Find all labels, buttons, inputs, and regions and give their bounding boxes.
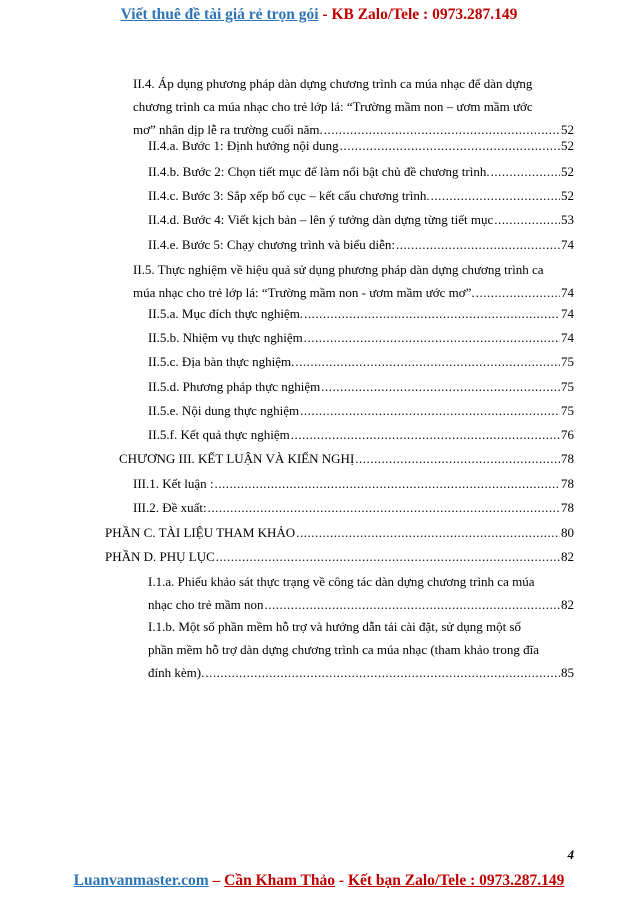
toc-entry[interactable] [148,572,574,614]
toc-page-number: 76 [561,427,574,442]
toc-entry-title: II.5.c. Địa bàn thực nghiệm. [148,354,295,369]
toc-dot-leader [295,352,560,371]
footer-separator-2: - [335,872,348,889]
toc-page-number: 52 [561,188,574,203]
footer-contact-link[interactable]: Kết bạn Zalo/Tele : 0973.287.149 [347,872,565,889]
header-contact-text: KB Zalo/Tele : 0973.287.149 [331,6,518,23]
toc-entry-title: III.2. Đề xuất: [133,500,207,515]
toc-entry-title: múa nhạc cho trẻ lớp lá: “Trường mầm non - ươm mầm ước mơ”. [133,285,475,300]
toc-entry[interactable] [148,186,574,205]
page-header-banner [0,6,638,24]
toc-dot-leader [304,304,560,323]
toc-entry[interactable] [148,425,574,444]
toc-entry-title: II.5.e. Nội dung thực nghiệm [148,403,300,418]
toc-dot-leader [491,162,560,181]
toc-entry-title: II.4.a. Bước 1: Định hướng nội dung [148,138,339,153]
header-separator: - [318,6,332,23]
toc-entry[interactable] [148,377,574,396]
toc-entry-title: II.4.b. Bước 2: Chọn tiết mục để làm nổi bật chủ đề chương trình. [148,164,490,179]
toc-page-number: 75 [561,354,574,369]
toc-page-number: 52 [561,122,574,137]
toc-dot-leader [215,474,560,493]
toc-page-number: 82 [561,549,574,564]
toc-dot-leader [304,328,560,347]
toc-page-number: 74 [561,330,574,345]
toc-page-number: 74 [561,306,574,321]
toc-entry[interactable] [148,328,574,347]
toc-entry-title: PHẦN D. PHỤ LỤC [105,549,215,564]
toc-entry-title: II.5. Thực nghiệm về hiệu quả sử dụng phương pháp dàn dựng chương trình ca [133,262,544,277]
toc-entry[interactable] [133,498,574,517]
page-footer-banner [0,872,638,890]
toc-page-number: 80 [561,525,574,540]
toc-dot-leader [431,186,560,205]
toc-page-number: 75 [561,379,574,394]
toc-entry[interactable] [148,617,574,682]
toc-entry[interactable] [148,162,574,181]
toc-entry-title: mơ” nhân dịp lễ ra trường cuối năm. [133,122,323,137]
toc-dot-leader [396,235,560,254]
toc-entry[interactable] [133,260,574,302]
toc-dot-leader [321,377,560,396]
toc-entry[interactable] [133,474,574,493]
toc-page-number: 85 [561,665,574,680]
toc-entry[interactable] [119,449,574,468]
toc-dot-leader [265,595,560,614]
toc-page-number: 53 [561,212,574,227]
toc-entry[interactable] [148,304,574,323]
toc-entry[interactable] [148,136,574,155]
toc-dot-leader [208,498,560,517]
toc-entry-title: I.1.b. Một số phần mềm hỗ trợ và hướng dẫn tải cài đặt, sử dụng một số [148,619,522,634]
toc-entry[interactable] [148,352,574,371]
toc-page-number: 74 [561,237,574,252]
toc-entry-title: phần mềm hỗ trợ dàn dựng chương trình ca múa nhạc (tham khảo trong đĩa [148,642,540,657]
toc-entry-title: II.5.f. Kết quả thực nghiệm [148,427,290,442]
toc-dot-leader [340,136,560,155]
toc-page-number: 75 [561,403,574,418]
toc-dot-leader [494,210,560,229]
toc-dot-leader [355,449,560,468]
header-link-text[interactable]: Viết thuê đề tài giá rẻ trọn gói [120,6,319,23]
toc-page-number: 52 [561,138,574,153]
toc-page-number: 52 [561,164,574,179]
footer-separator-1: – [208,872,225,889]
toc-dot-leader [216,547,560,566]
toc-page-number: 78 [561,476,574,491]
page-number: 4 [567,847,574,862]
toc-page-number: 78 [561,500,574,515]
toc-entry-title: II.4.c. Bước 3: Sắp xếp bố cục – kết cấu chương trình. [148,188,430,203]
toc-entry-title: II.5.b. Nhiệm vụ thực nghiệm [148,330,303,345]
toc-dot-leader [300,401,560,420]
toc-entry[interactable] [148,401,574,420]
toc-dot-leader [291,425,560,444]
toc-entry-title: CHƯƠNG III. KẾT LUẬN VÀ KIẾN NGHỊ [119,451,355,466]
toc-page-number: 74 [561,285,574,300]
toc-entry[interactable] [148,210,574,229]
toc-page-number: 78 [561,451,574,466]
toc-entry[interactable] [105,547,574,566]
toc-dot-leader [296,523,560,542]
toc-dot-leader [476,283,560,302]
toc-entry-title: II.4.e. Bước 5: Chạy chương trình và biểu diễn: [148,237,395,252]
toc-entry[interactable] [105,523,574,542]
toc-entry[interactable] [133,74,574,139]
toc-entry-title: đính kèm). [148,665,205,680]
toc-entry-title: PHẦN C. TÀI LIỆU THAM KHẢO [105,525,296,540]
toc-entry-title: II.4.d. Bước 4: Viết kịch bản – lên ý tưởng dàn dựng từng tiết mục [148,212,494,227]
toc-dot-leader [205,663,560,682]
toc-entry-title: III.1. Kết luận : [133,476,214,491]
toc-entry-title: II.5.a. Mục đích thực nghiệm. [148,306,304,321]
toc-entry[interactable] [148,235,574,254]
toc-page-number: 82 [561,597,574,612]
toc-entry-title: nhạc cho trẻ mầm non [148,597,264,612]
toc-entry-title: chương trình ca múa nhạc cho trẻ lớp lá: “Trường mầm non – ươm mầm ước [133,99,533,114]
toc-entry-title: II.5.d. Phương pháp thực nghiệm [148,379,321,394]
footer-site-link[interactable]: Luanvanmaster.com [73,872,209,889]
toc-entry-title: II.4. Áp dụng phương pháp dàn dựng chương trình ca múa nhạc để dàn dựng [133,76,533,91]
footer-name-link[interactable]: Cần Kham Thảo [224,872,336,889]
toc-entry-title: I.1.a. Phiếu khảo sát thực trạng về công tác dàn dựng chương trình ca múa [148,574,535,589]
